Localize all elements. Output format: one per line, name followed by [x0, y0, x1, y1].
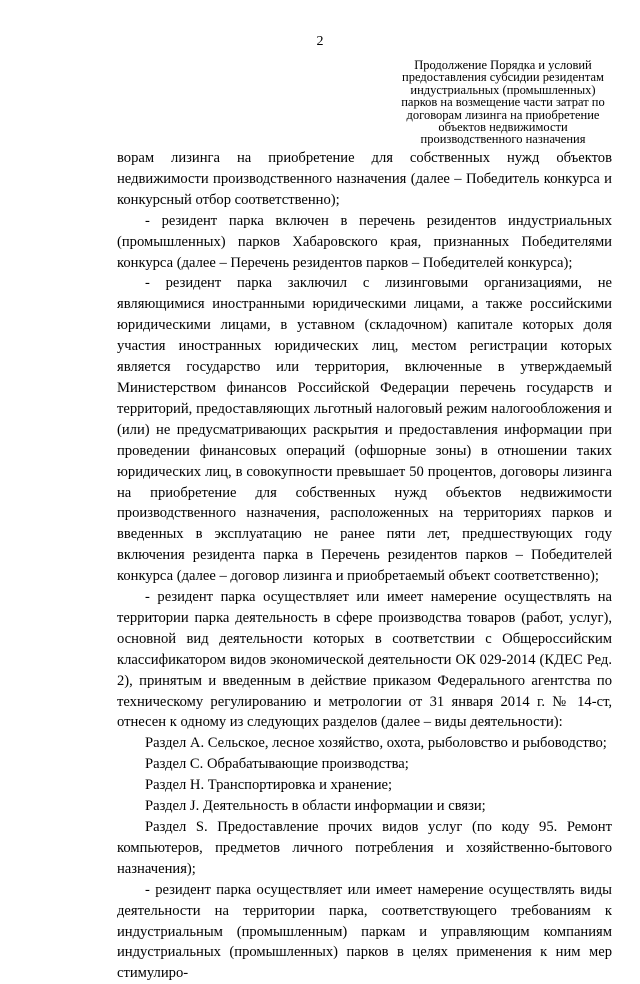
- header-line: парков на возмещение части затрат по: [401, 95, 605, 110]
- header-line: производственного назначения: [420, 132, 586, 147]
- paragraph-section: Раздел С. Обрабатывающие производства;: [145, 756, 409, 773]
- header-line: индустриальных (промышленных): [410, 82, 596, 97]
- paragraph-section: Раздел J. Деятельность в области информации и связи;: [145, 798, 486, 815]
- paragraph-section: Раздел Н. Транспортировка и хранение;: [145, 777, 393, 794]
- paragraph-section: Раздел А. Сельское, лесное хозяйство, охота, рыболовство и рыбоводство;: [145, 735, 607, 752]
- paragraph-condition: - резидент парка осуществляет или имеет намерение осуществлять на территории парка деятельность в сфере производства товаров (работ, услуг), основной вид деятельности которых в соответствии с Общероссийским классификатором видов экономической деятельности ОК 029-2014 (КДЕС Ред. 2), принятым и введенным в действие приказом Федерального агентства по техническому регулированию и метрологии от 31 января 2014 г. № 14-ст, отнесен к одному из следующих разделов (далее – виды деятельности):: [117, 589, 612, 731]
- paragraph-section: Раздел S. Предоставление прочих видов услуг (по коду 95. Ремонт компьютеров, предметов личного потребления и хозяйственно-бытового назначения);: [117, 819, 612, 877]
- paragraph-condition: - резидент парка заключил с лизинговыми организациями, не являющимися иностранными юридическими лицами, а также российскими юридическими лицами, в уставном (складочном) капитале которых доля участия иностранных юридических лиц, местом регистрации которых является государство или территория, включенные в утверждаемый Министерством финансов Российской Федерации перечень государств и территорий, предоставляющих льготный налоговый режим налогообложения и (или) не предусматривающих раскрытия и предоставления информации при проведении финансовых операций (офшорные зоны) в отношении таких юридических лиц, в совокупности превышает 50 процентов, договоры лизинга на приобретение для собственных нужд объектов недвижимости производственного назначения, расположенных на территориях парков и введенных в эксплуатацию не ранее пяти лет, предшествующих году включения резидента парка в Перечень резидентов парков – Победителей конкурса (далее – договор лизинга и приобретаемый объект соответственно);: [117, 275, 612, 585]
- paragraph-continuation: ворам лизинга на приобретение для собственных нужд объектов недвижимости производственного назначения (далее – Победитель конкурса и конкурсный отбор соответственно);: [117, 150, 612, 208]
- header-line: договорам лизинга на приобретение: [406, 107, 600, 122]
- paragraph-condition: - резидент парка осуществляет или имеет намерение осуществлять виды деятельности на территории парка, соответствующего требованиям к индустриальным (промышленным) паркам и управляющим компаниям индустриальных (промышленных) парков в целях применения к ним мер стимулиро-: [117, 881, 612, 982]
- page-number: 2: [316, 34, 324, 49]
- header-line: объектов недвижимости: [438, 120, 568, 135]
- header-line: Продолжение Порядка и условий: [414, 58, 592, 72]
- paragraph-condition: - резидент парка включен в перечень резидентов индустриальных (промышленных) парков Хабаровского края, признанных Победителями конкурса (далее – Перечень резидентов парков – Победителей конкурса);: [117, 212, 612, 271]
- document-body: [117, 148, 612, 984]
- header-line: предоставления субсидии резидентам: [402, 70, 604, 85]
- document-header: [388, 59, 618, 146]
